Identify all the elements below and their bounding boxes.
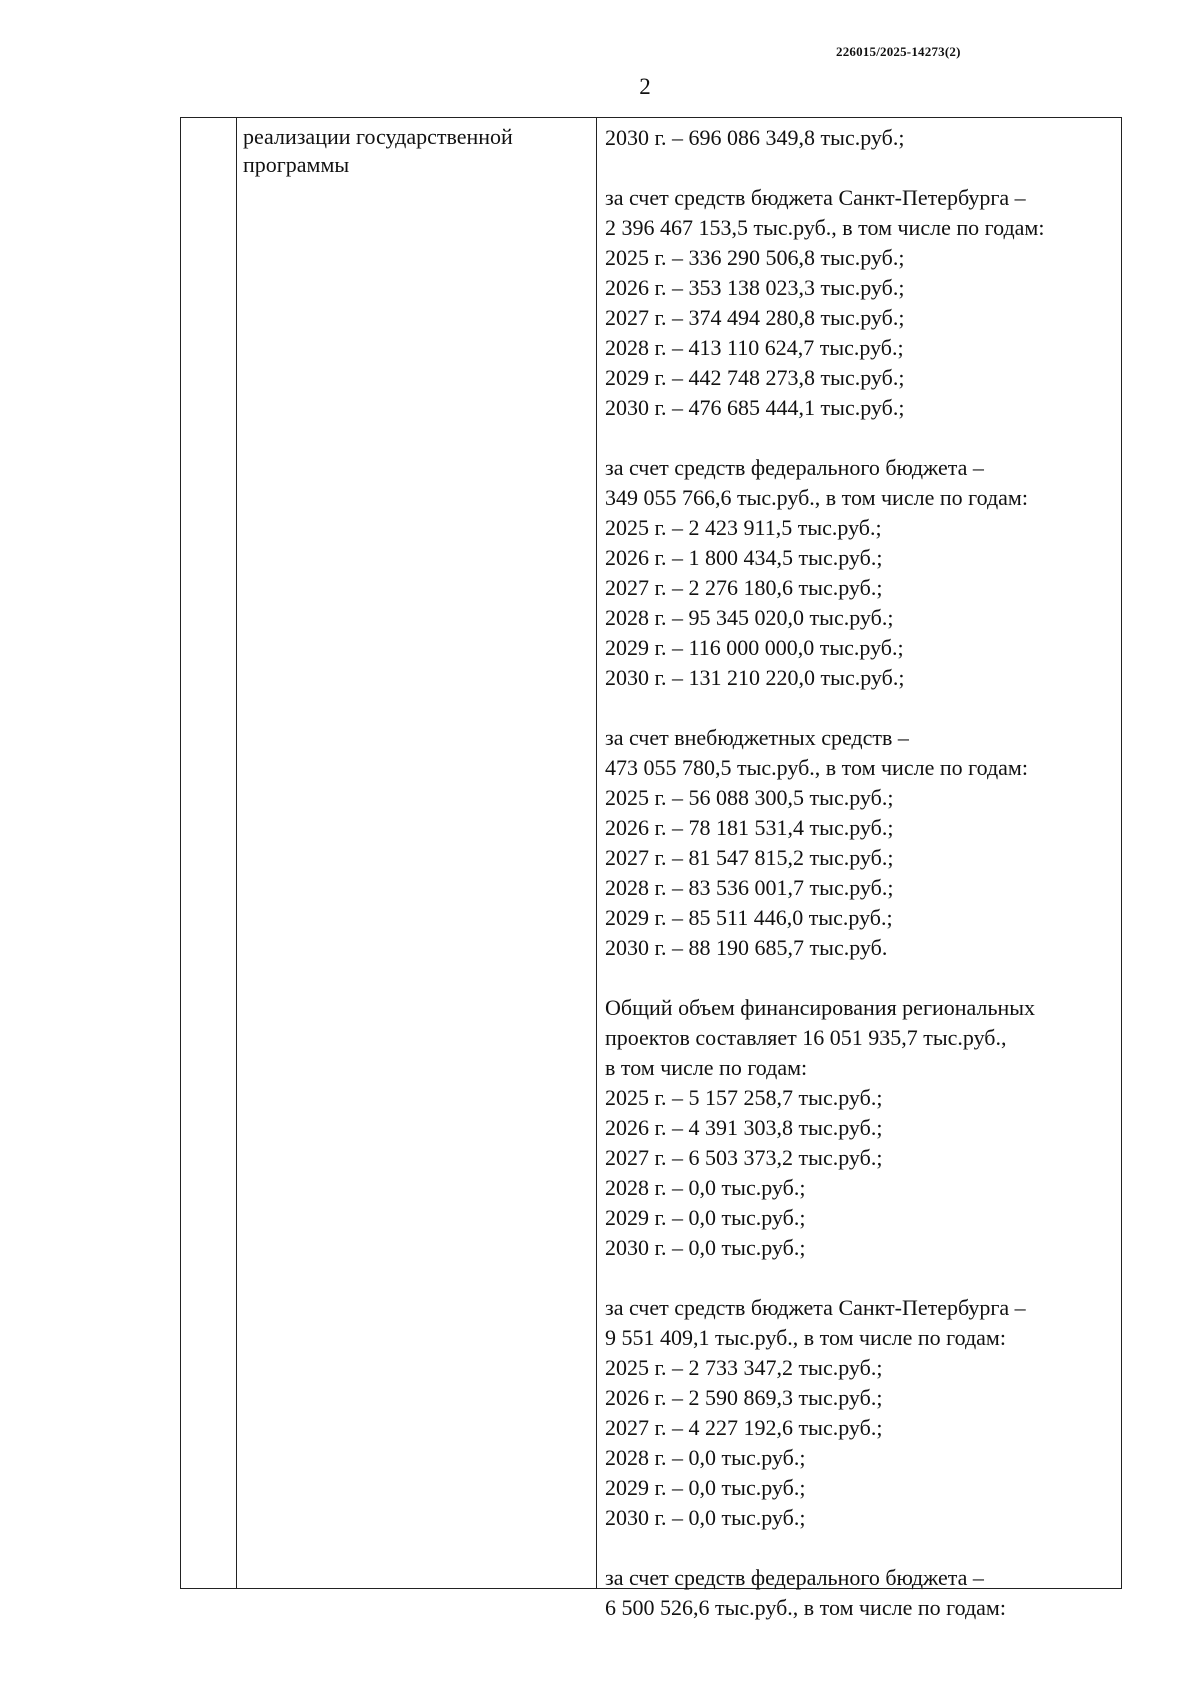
text-line: 2030 г. – 476 685 444,1 тыс.руб.; [605,395,905,420]
text-line: 2026 г. – 1 800 434,5 тыс.руб.; [605,545,883,570]
text-line: 2026 г. – 2 590 869,3 тыс.руб.; [605,1385,883,1410]
text-line: за счет средств бюджета Санкт-Петербурга – [605,185,1026,210]
text-line: 2025 г. – 2 423 911,5 тыс.руб.; [605,515,882,540]
column-divider-2 [596,118,597,1588]
value-cell [605,123,1115,1653]
text-line: 473 055 780,5 тыс.руб., в том числе по годам: [605,755,1028,780]
text-line: 2028 г. – 83 536 001,7 тыс.руб.; [605,875,894,900]
text-line: 6 500 526,6 тыс.руб., в том числе по годам: [605,1595,1006,1620]
paragraph-extrabudgetary [605,723,1115,963]
text-line: 2025 г. – 56 088 300,5 тыс.руб.; [605,785,894,810]
paragraph-total-2030 [605,123,1115,153]
paragraph-regional-projects [605,993,1115,1263]
document-id: 226015/2025-14273(2) [836,44,961,59]
paragraph-spb-budget [605,183,1115,423]
financing-table [180,117,1122,1620]
text-line: 2028 г. – 413 110 624,7 тыс.руб.; [605,335,904,360]
text-line: 2030 г. – 0,0 тыс.руб.; [605,1235,806,1260]
text-line: проектов составляет 16 051 935,7 тыс.руб., [605,1025,1007,1050]
page-number: 2 [639,74,651,99]
text-line: 2030 г. – 696 086 349,8 тыс.руб.; [605,125,905,150]
text-line: 2028 г. – 95 345 020,0 тыс.руб.; [605,605,894,630]
text-line: 2029 г. – 85 511 446,0 тыс.руб.; [605,905,893,930]
text-line: 2030 г. – 88 190 685,7 тыс.руб. [605,935,888,960]
text-line: 2027 г. – 4 227 192,6 тыс.руб.; [605,1415,883,1440]
text-line: 2025 г. – 336 290 506,8 тыс.руб.; [605,245,905,270]
text-line: за счет средств федерального бюджета – [605,455,984,480]
text-line: за счет внебюджетных средств – [605,725,909,750]
text-line: за счет средств бюджета Санкт-Петербурга – [605,1295,1026,1320]
text-line: 2027 г. – 81 547 815,2 тыс.руб.; [605,845,894,870]
text-line: 2027 г. – 6 503 373,2 тыс.руб.; [605,1145,883,1170]
label-line: программы [243,152,350,177]
text-line: 2029 г. – 0,0 тыс.руб.; [605,1475,806,1500]
text-line: 2026 г. – 4 391 303,8 тыс.руб.; [605,1115,883,1140]
text-line: 2029 г. – 442 748 273,8 тыс.руб.; [605,365,905,390]
text-line: 349 055 766,6 тыс.руб., в том числе по годам: [605,485,1028,510]
text-line: 2025 г. – 5 157 258,7 тыс.руб.; [605,1085,883,1110]
text-line: 2030 г. – 0,0 тыс.руб.; [605,1505,806,1530]
text-line: 2029 г. – 116 000 000,0 тыс.руб.; [605,635,904,660]
text-line: 2028 г. – 0,0 тыс.руб.; [605,1445,806,1470]
paragraph-regional-spb-budget [605,1293,1115,1533]
text-line: 2025 г. – 2 733 347,2 тыс.руб.; [605,1355,883,1380]
text-line: 2027 г. – 2 276 180,6 тыс.руб.; [605,575,883,600]
label-cell [243,123,588,179]
text-line: 2027 г. – 374 494 280,8 тыс.руб.; [605,305,905,330]
column-divider-1 [236,118,237,1588]
text-line: Общий объем финансирования региональных [605,995,1036,1020]
text-line: 9 551 409,1 тыс.руб., в том числе по годам: [605,1325,1006,1350]
text-line: 2 396 467 153,5 тыс.руб., в том числе по годам: [605,215,1045,240]
text-line: 2028 г. – 0,0 тыс.руб.; [605,1175,806,1200]
label-line: реализации государственной [243,124,513,149]
paragraph-federal-budget [605,453,1115,693]
text-line: 2026 г. – 78 181 531,4 тыс.руб.; [605,815,894,840]
text-line: в том числе по годам: [605,1055,808,1080]
text-line: за счет средств федерального бюджета – [605,1565,984,1590]
text-line: 2029 г. – 0,0 тыс.руб.; [605,1205,806,1230]
paragraph-regional-federal-budget [605,1563,1115,1623]
text-line: 2030 г. – 131 210 220,0 тыс.руб.; [605,665,905,690]
text-line: 2026 г. – 353 138 023,3 тыс.руб.; [605,275,905,300]
